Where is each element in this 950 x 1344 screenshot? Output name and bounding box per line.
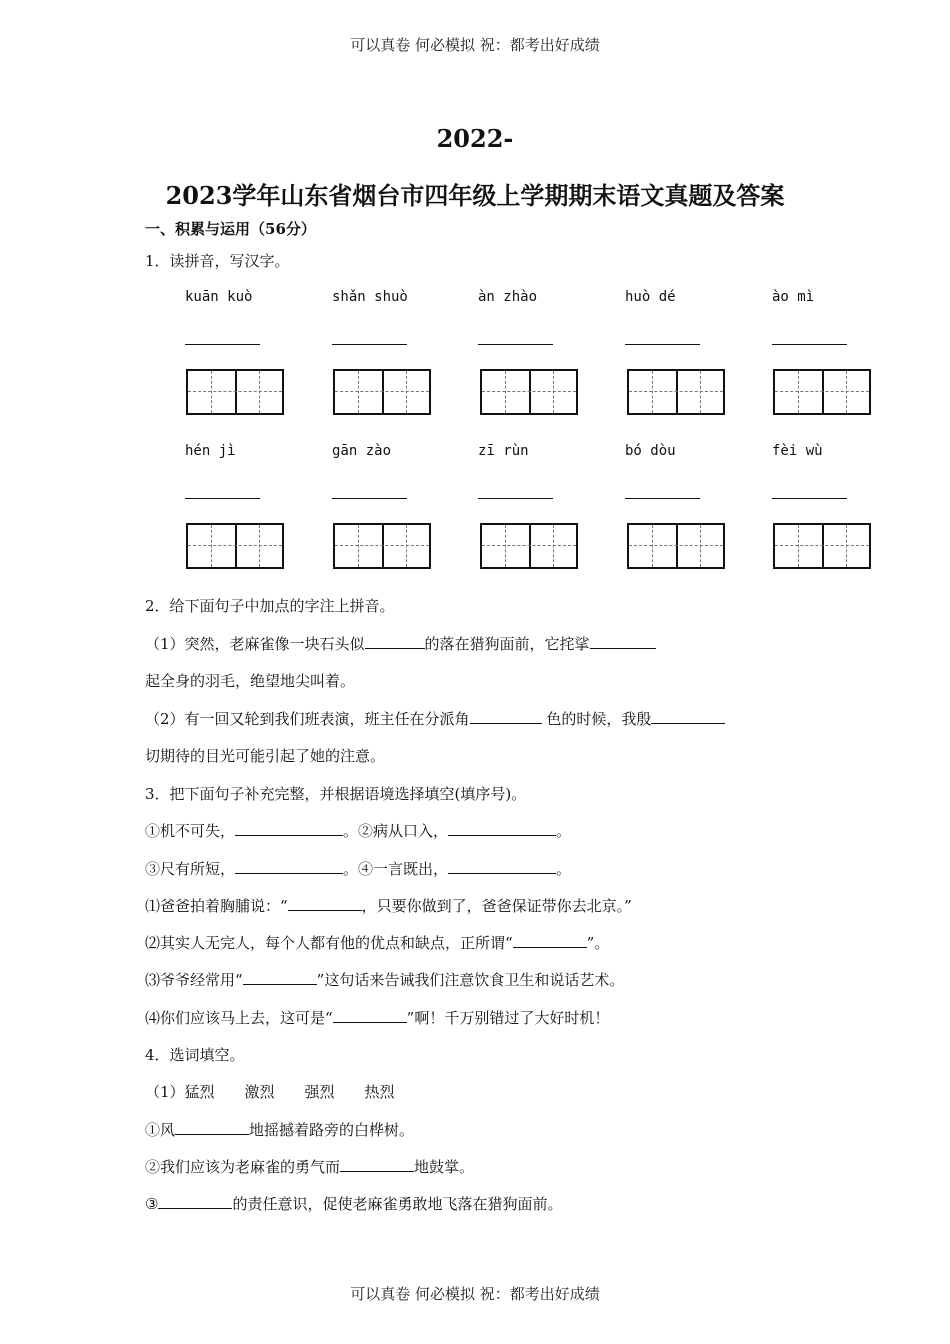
answer-blank[interactable] (235, 821, 343, 836)
q4-item-2 (145, 1156, 474, 1177)
pinyin-label: huò dé (625, 289, 676, 305)
q3-text: 。④一言既出， (343, 860, 449, 878)
q2-s1-continued: 起全身的羽毛，绝望地尖叫着。 (145, 672, 356, 690)
q4-item-1 (145, 1119, 414, 1140)
q2-prompt: 2．给下面句子中加点的字注上拼音。 (145, 597, 395, 615)
answer-line[interactable] (332, 344, 407, 345)
q3-context-1 (145, 895, 632, 916)
answer-line[interactable] (625, 498, 700, 499)
q4-text: 地摇撼着路旁的白桦树。 (249, 1121, 415, 1139)
q3-proverbs-2 (145, 858, 571, 879)
answer-blank[interactable] (340, 1157, 414, 1172)
tianzige-box[interactable] (773, 523, 871, 569)
answer-blank[interactable] (158, 1194, 232, 1209)
q2-sentence-1 (145, 633, 656, 654)
q3-text: ①机不可失， (145, 822, 236, 840)
q2-s1-text-a: （1）突然，老麻雀像一块石头似 (145, 635, 365, 653)
tianzige-box[interactable] (480, 369, 578, 415)
q4-text: ③ (145, 1195, 159, 1213)
answer-line[interactable] (332, 498, 407, 499)
answer-line[interactable] (478, 344, 553, 345)
q3-proverbs-1 (145, 820, 571, 841)
tianzige-box[interactable] (333, 369, 431, 415)
q3-text: ，只要你做到了，爸爸保证带你去北京。” (361, 897, 632, 915)
tianzige-box[interactable] (627, 523, 725, 569)
pinyin-label: kuān kuò (185, 289, 253, 305)
q3-text: 。 (556, 860, 572, 878)
pinyin-label: bó dòu (625, 443, 676, 459)
title-line-1: 2022- (436, 124, 514, 153)
q4-text: ①风 (145, 1121, 176, 1139)
q4-text: 的责任意识，促使老麻雀勇敢地飞落在猎狗面前。 (232, 1195, 563, 1213)
answer-blank[interactable] (448, 859, 556, 874)
q3-text: ③尺有所短， (145, 860, 236, 878)
answer-blank[interactable] (288, 896, 362, 911)
q1-prompt: 1．读拼音，写汉字。 (145, 252, 290, 270)
pinyin-label: hén jì (185, 443, 236, 459)
answer-blank[interactable] (470, 709, 542, 724)
q4-text: ②我们应该为老麻雀的勇气而 (145, 1158, 341, 1176)
page-header: 可以真卷 何必模拟 祝：都考出好成绩 (350, 36, 600, 54)
tianzige-box[interactable] (186, 369, 284, 415)
answer-line[interactable] (772, 498, 847, 499)
section-heading: 一、积累与运用（56分） (145, 220, 316, 238)
answer-blank[interactable] (651, 709, 725, 724)
tianzige-box[interactable] (773, 369, 871, 415)
answer-blank[interactable] (448, 821, 556, 836)
answer-line[interactable] (185, 344, 260, 345)
q3-text: ”啊！千万别错过了大好时机！ (406, 1009, 610, 1027)
pinyin-label: fèi wù (772, 443, 823, 459)
tianzige-box[interactable] (480, 523, 578, 569)
q4-word-bank: （1）猛烈 激烈 强烈 热烈 (145, 1083, 395, 1101)
page-footer: 可以真卷 何必模拟 祝：都考出好成绩 (350, 1285, 600, 1303)
q2-s2-continued: 切期待的目光可能引起了她的注意。 (145, 747, 386, 765)
q2-s1-text-b: 的落在猎狗面前，它挓挲 (424, 635, 590, 653)
tianzige-box[interactable] (186, 523, 284, 569)
pinyin-label: ào mì (772, 289, 815, 305)
answer-blank[interactable] (175, 1120, 249, 1135)
q3-text: ”。 (586, 934, 610, 952)
q4-item-3 (145, 1193, 562, 1214)
q3-text: ⑴爸爸拍着胸脯说：“ (145, 897, 288, 915)
q3-prompt: 3．把下面句子补充完整，并根据语境选择填空(填序号)。 (145, 785, 527, 803)
q3-context-3 (145, 969, 624, 990)
answer-line[interactable] (185, 498, 260, 499)
q3-text: ⑶爷爷经常用“ (145, 971, 243, 989)
q2-sentence-2 (145, 708, 725, 729)
q4-prompt: 4．选词填空。 (145, 1046, 245, 1064)
answer-line[interactable] (772, 344, 847, 345)
q3-text: ⑷你们应该马上去，这可是“ (145, 1009, 333, 1027)
answer-blank[interactable] (243, 970, 317, 985)
pinyin-label: zī rùn (478, 443, 529, 459)
tianzige-box[interactable] (627, 369, 725, 415)
pinyin-label: àn zhào (478, 289, 538, 305)
answer-blank[interactable] (365, 634, 425, 649)
pinyin-label: gān zào (332, 443, 392, 459)
tianzige-box[interactable] (333, 523, 431, 569)
q3-text: 。②病从口入， (343, 822, 449, 840)
answer-blank[interactable] (513, 933, 587, 948)
pinyin-label: shǎn shuò (332, 289, 408, 305)
q2-s2-text-a: （2）有一回又轮到我们班表演，班主任在分派角 (145, 710, 470, 728)
answer-blank[interactable] (235, 859, 343, 874)
q4-text: 地鼓掌。 (414, 1158, 475, 1176)
q3-context-2 (145, 932, 609, 953)
q3-text: 。 (556, 822, 572, 840)
answer-line[interactable] (625, 344, 700, 345)
title-line-2: 2023学年山东省烟台市四年级上学期期末语文真题及答案 (165, 181, 785, 210)
answer-blank[interactable] (333, 1008, 407, 1023)
answer-line[interactable] (478, 498, 553, 499)
q3-context-4 (145, 1007, 609, 1028)
q3-text: ⑵其实人无完人，每个人都有他的优点和缺点，正所谓“ (145, 934, 513, 952)
q2-s2-text-b: 色的时候，我殷 (541, 710, 652, 728)
answer-blank[interactable] (590, 634, 656, 649)
q3-text: ”这句话来告诫我们注意饮食卫生和说话艺术。 (316, 971, 625, 989)
